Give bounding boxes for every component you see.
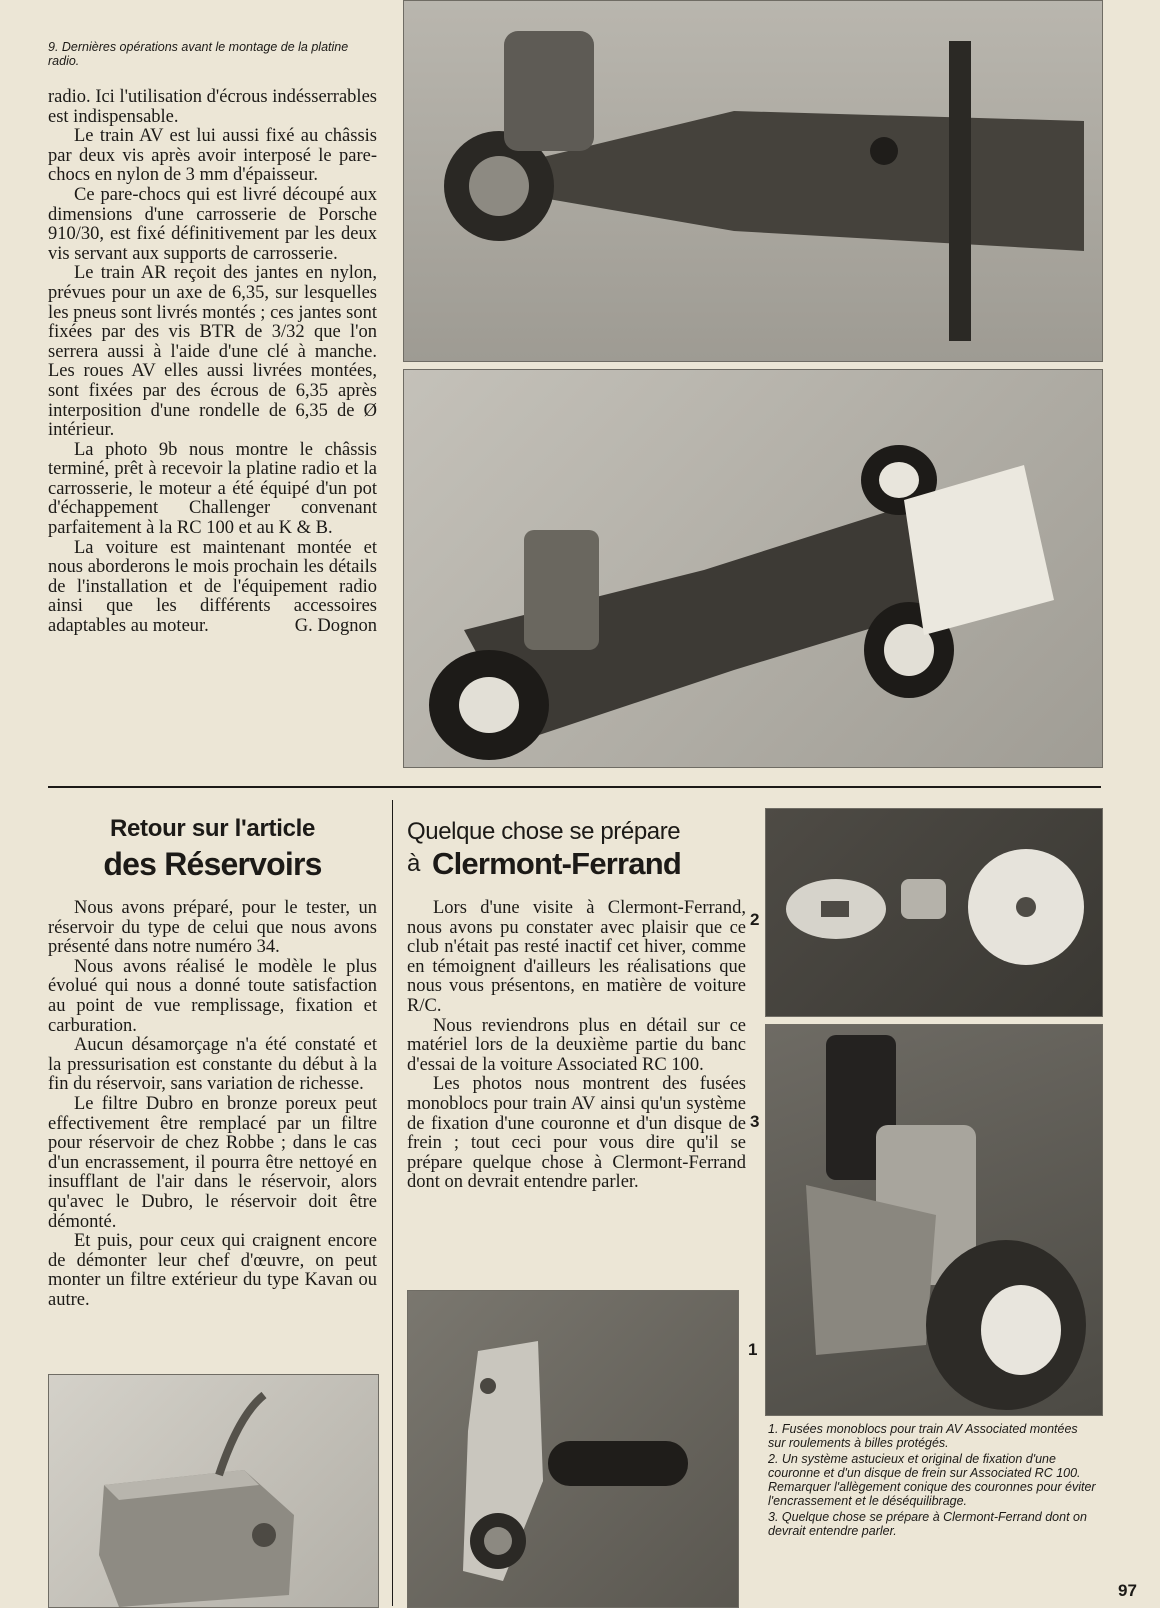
author: G. Dognon <box>294 616 377 637</box>
photo-chassis-top <box>403 0 1103 362</box>
article-title-line1: Retour sur l'article <box>109 815 316 842</box>
paragraph: Nous reviendrons plus en détail sur ce matériel lors de la deuxième partie du banc d'essai de la voiture Associated RC 100. <box>407 1015 746 1075</box>
article-title-prefix: à <box>407 850 421 877</box>
article-title-line2: des Réservoirs <box>103 846 322 882</box>
clermont-article-body <box>407 899 746 1193</box>
paragraph: Et puis, pour ceux qui craignent encore de démonter leur chef d'œuvre, on peut monter un filtre extérieur du type Kavan ou autre. <box>48 1231 377 1310</box>
figure-number-2: 2 <box>750 910 760 929</box>
paragraph: Nous avons réalisé le modèle le plus évolué qui nous a donné toute satisfaction au point de vue remplissage, fixation et carburation. <box>48 956 377 1036</box>
caption-1: 1. Fusées monoblocs pour train AV Associated montées sur roulements à billes protégés. <box>768 1422 1078 1450</box>
paragraph: La photo 9b nous montre le châssis terminé, prêt à recevoir la platine radio et la carrosserie, le moteur a été équipé d'un pot d'échappement Challenger convenant parfaitement à la RC 100 et au K & B. <box>48 439 377 539</box>
photo-fuel-tank <box>48 1374 379 1608</box>
paragraph: Ce pare-chocs qui est livré découpé aux dimensions d'une carrosserie de Porsche 910/30, est fixé définitivement par les deux vis servant aux supports de carrosserie. <box>48 184 377 264</box>
reservoirs-article-body <box>48 899 377 1310</box>
paragraph: Le filtre Dubro en bronze poreux peut effectivement être remplacé par un filtre pour réservoir de chez Robbe ; dans le cas d'un encrassement, il pourra être nettoyé en insufflant de l'air dans le réservoir, alors qu'avec le Dubro, le réservoir doit être démonté. <box>48 1093 377 1232</box>
page-number: 97 <box>1118 1581 1137 1600</box>
photo-chassis-finished <box>403 369 1103 768</box>
photo-2-gear-and-brake <box>765 808 1103 1017</box>
caption-2: 2. Un système astucieux et original de fixation d'une couronne et d'un disque de frein sur Associated RC 100. Remarquer l'allègement conique des couronnes pour éviter l'encrassement et le déséquilibrage. <box>768 1452 1096 1508</box>
paragraph: Nous avons préparé, pour le tester, un réservoir du type de celui que nous avons présenté dans notre numéro 34. <box>48 898 377 958</box>
figure-number-3: 3 <box>750 1112 760 1131</box>
column-divider <box>392 800 393 1606</box>
photo-1-spindle <box>407 1290 739 1608</box>
photo-9-caption: 9. Dernières opérations avant le montage de la platine radio. <box>48 40 349 68</box>
paragraph: Les photos nous montrent des fusées monoblocs pour train AV ainsi qu'un système de fixation d'une couronne et d'un disque de frein ; tout ceci pour vous dire qu'il se prépare quelque chose à Clermont-Ferrand dont on devrait entendre parler. <box>407 1074 746 1193</box>
figure-captions <box>768 1422 1096 1538</box>
paragraph: Aucun désamorçage n'a été constaté et la pressurisation est constante du début à la fin du réservoir, sans variation de richesse. <box>48 1035 377 1095</box>
figure-number-1: 1 <box>748 1340 758 1359</box>
paragraph: La voiture est maintenant montée et nous aborderons le mois prochain les détails de l'installation et de l'équipement radio ainsi que les différents accessoires adaptables au moteur. <box>48 537 377 637</box>
paragraph: Lors d'une visite à Clermont-Ferrand, nous avons pu constater avec plaisir que ce club n'était pas resté inactif cet hiver, comme en témoignent d'ailleurs les réalisations que nous vous présentons, en matière de voiture R/C. <box>407 898 746 1016</box>
paragraph: radio. Ici l'utilisation d'écrous indésserrables est indispensable. <box>48 87 377 127</box>
caption-3: 3. Quelque chose se prépare à Clermont-Ferrand dont on devrait entendre parler. <box>768 1510 1087 1538</box>
top-article-body <box>48 88 377 637</box>
article-title-line1: Quelque chose se prépare <box>407 818 681 845</box>
paragraph: Le train AV est lui aussi fixé au châssis par deux vis après avoir interposé le pare-chocs en nylon de 3 mm d'épaisseur. <box>48 126 377 186</box>
photo-3-car <box>765 1024 1103 1416</box>
article-title-line2: Clermont-Ferrand <box>432 846 682 881</box>
section-divider <box>48 786 1101 788</box>
paragraph: Le train AR reçoit des jantes en nylon, prévues pour un axe de 6,35, sur lesquelles les pneus sont livrés montés ; ces jantes sont fixées par des vis BTR de 3/32 que l'on serrera aussi à l'aide d'une clé à manche. Les roues AV elles aussi livrées montées, sont fixées par des écrous de 6,35 après interposition d'une rondelle de 6,35 de Ø intérieur. <box>48 263 377 441</box>
